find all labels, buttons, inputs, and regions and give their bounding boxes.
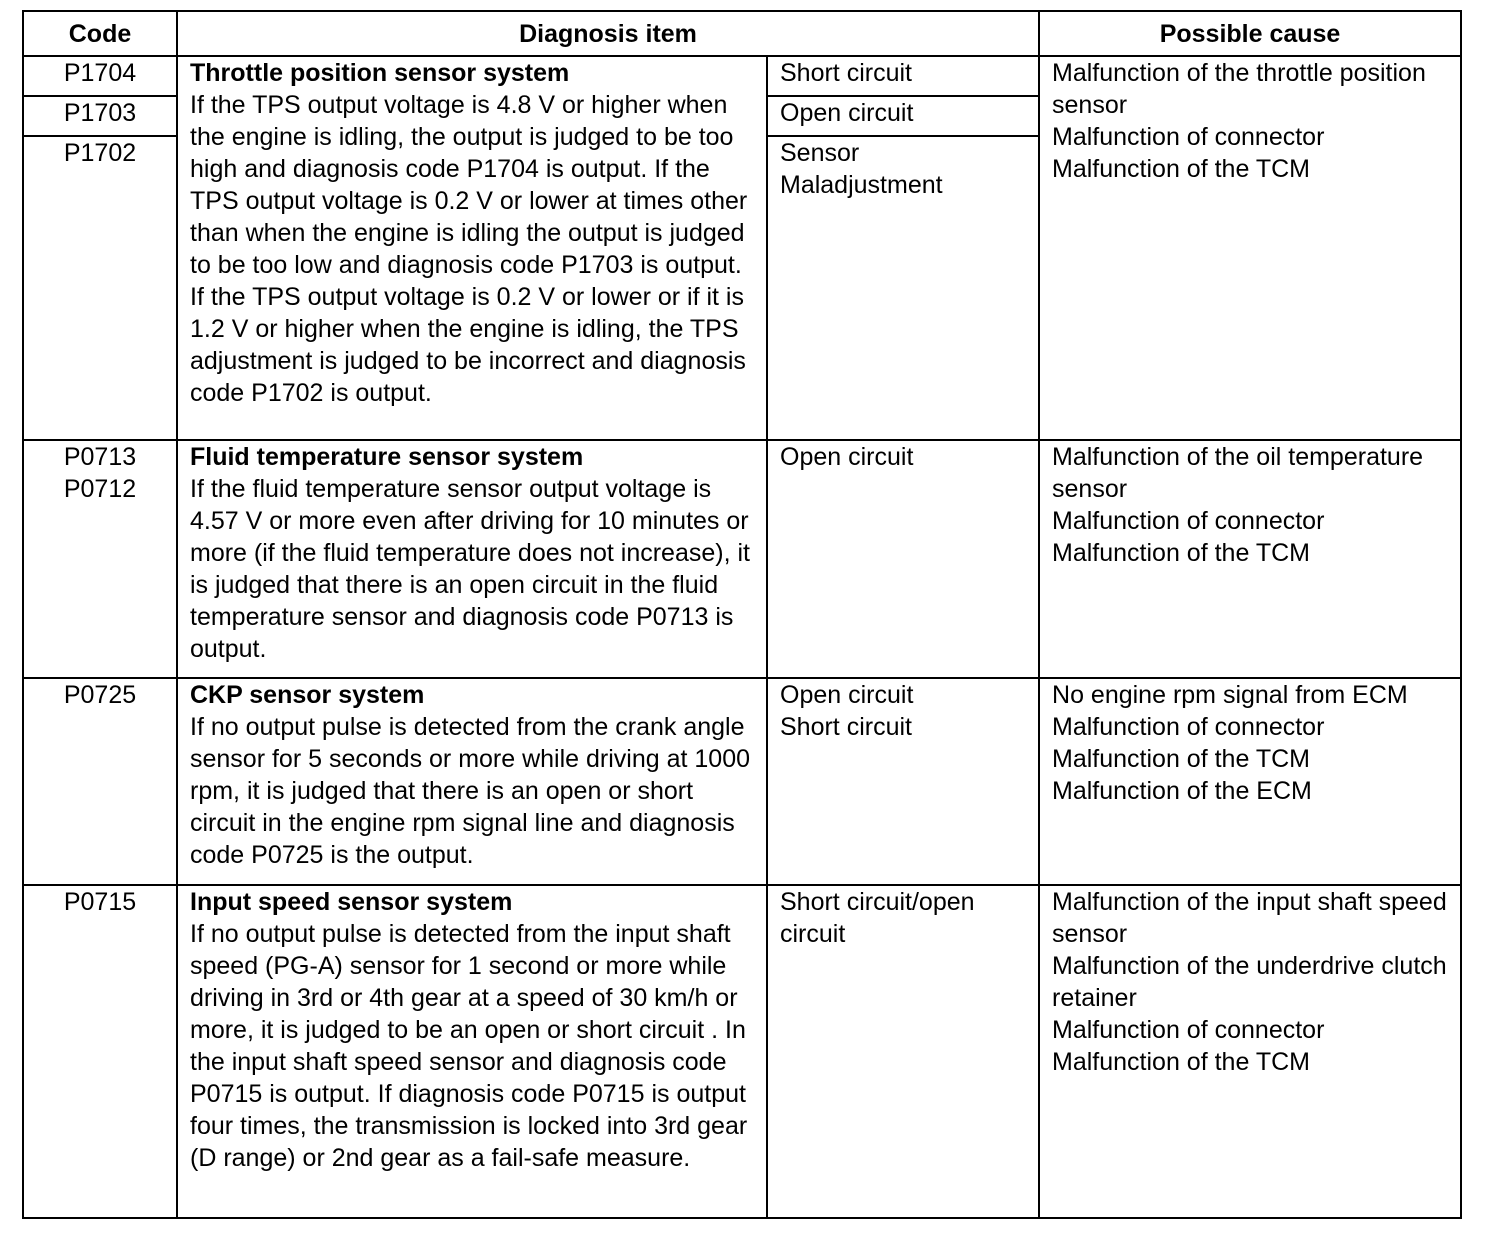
code-cell: P1703 <box>23 96 177 136</box>
code-cell: P0713 P0712 <box>23 440 177 678</box>
condition-cell: Open circuit <box>767 440 1039 678</box>
code-cell: P1704 <box>23 56 177 96</box>
diagnosis-description: If the TPS output voltage is 4.8 V or higher when the engine is idling, the output is judged to be too high and diagnosis code P1704 is output. If the TPS output voltage is 0.2 V or lower at times other than when the engine is idling the output is judged to be too low and diagnosis code P1703 is output. If the TPS output voltage is 0.2 V or lower or if it is 1.2 V or higher when the engine is idling, the TPS adjustment is judged to be incorrect and diagnosis code P1702 is output. <box>190 91 748 407</box>
header-diagnosis: Diagnosis item <box>177 11 1039 56</box>
diagnosis-description: If no output pulse is detected from the input shaft speed (PG-A) sensor for 1 second or more while driving in 3rd or 4th gear at a speed of 30 km/h or more, it is judged to be an open or short circuit . In the input shaft speed sensor and diagnosis code P0715 is output. If diagnosis code P0715 is output four times, the transmission is locked into 3rd gear (D range) or 2nd gear as a fail-safe measure. <box>190 920 748 1172</box>
table-row <box>23 440 1461 678</box>
table-row <box>23 678 1461 885</box>
cause-line: Malfunction of the TCM <box>1052 745 1310 773</box>
code-cell: P1702 <box>23 136 177 440</box>
diagnosis-table <box>22 10 1462 1219</box>
cause-line: Malfunction of connector <box>1052 123 1325 151</box>
diagnosis-cell <box>177 56 767 440</box>
cause-line: Malfunction of connector <box>1052 507 1325 535</box>
condition-cell: Sensor Maladjustment <box>767 136 1039 440</box>
table-row <box>23 56 1461 96</box>
header-code: Code <box>23 11 177 56</box>
cause-line: Malfunction of connector <box>1052 1016 1325 1044</box>
cause-line: Malfunction of connector <box>1052 713 1325 741</box>
diagnosis-title: Input speed sensor system <box>190 888 513 916</box>
cause-line: Malfunction of the input shaft speed sensor <box>1052 888 1447 948</box>
code-cell: P0715 <box>23 885 177 1218</box>
diagnosis-description: If no output pulse is detected from the crank angle sensor for 5 seconds or more while driving at 1000 rpm, it is judged that there is an open or short circuit in the engine rpm signal line and diagnosis code P0725 is the output. <box>190 713 751 869</box>
cause-cell <box>1039 56 1461 440</box>
diagnosis-cell <box>177 440 767 678</box>
cause-line: Malfunction of the TCM <box>1052 155 1310 183</box>
diagnosis-cell <box>177 678 767 885</box>
diagnosis-title: Throttle position sensor system <box>190 59 570 87</box>
condition-cell: Short circuit/open circuit <box>767 885 1039 1218</box>
cause-line: Malfunction of the throttle position sensor <box>1052 59 1426 119</box>
condition-cell: Open circuit Short circuit <box>767 678 1039 885</box>
cause-line: Malfunction of the underdrive clutch retainer <box>1052 952 1447 1012</box>
code-cell: P0725 <box>23 678 177 885</box>
cause-line: Malfunction of the ECM <box>1052 777 1312 805</box>
cause-line: Malfunction of the TCM <box>1052 539 1310 567</box>
diagnosis-cell <box>177 885 767 1218</box>
cause-line: Malfunction of the oil temperature sensor <box>1052 443 1424 503</box>
cause-line: Malfunction of the TCM <box>1052 1048 1310 1076</box>
diagnosis-description: If the fluid temperature sensor output voltage is 4.57 V or more even after driving for 10 minutes or more (if the fluid temperature does not increase), it is judged that there is an open circuit in the fluid temperature sensor and diagnosis code P0713 is output. <box>190 475 750 663</box>
diagnosis-title: Fluid temperature sensor system <box>190 443 584 471</box>
cause-cell <box>1039 885 1461 1218</box>
table-row <box>23 885 1461 1218</box>
condition-cell: Open circuit <box>767 96 1039 136</box>
diagnosis-title: CKP sensor system <box>190 681 425 709</box>
cause-cell <box>1039 440 1461 678</box>
header-cause: Possible cause <box>1039 11 1461 56</box>
header-row <box>23 11 1461 56</box>
cause-cell <box>1039 678 1461 885</box>
condition-cell: Short circuit <box>767 56 1039 96</box>
cause-line: No engine rpm signal from ECM <box>1052 681 1408 709</box>
